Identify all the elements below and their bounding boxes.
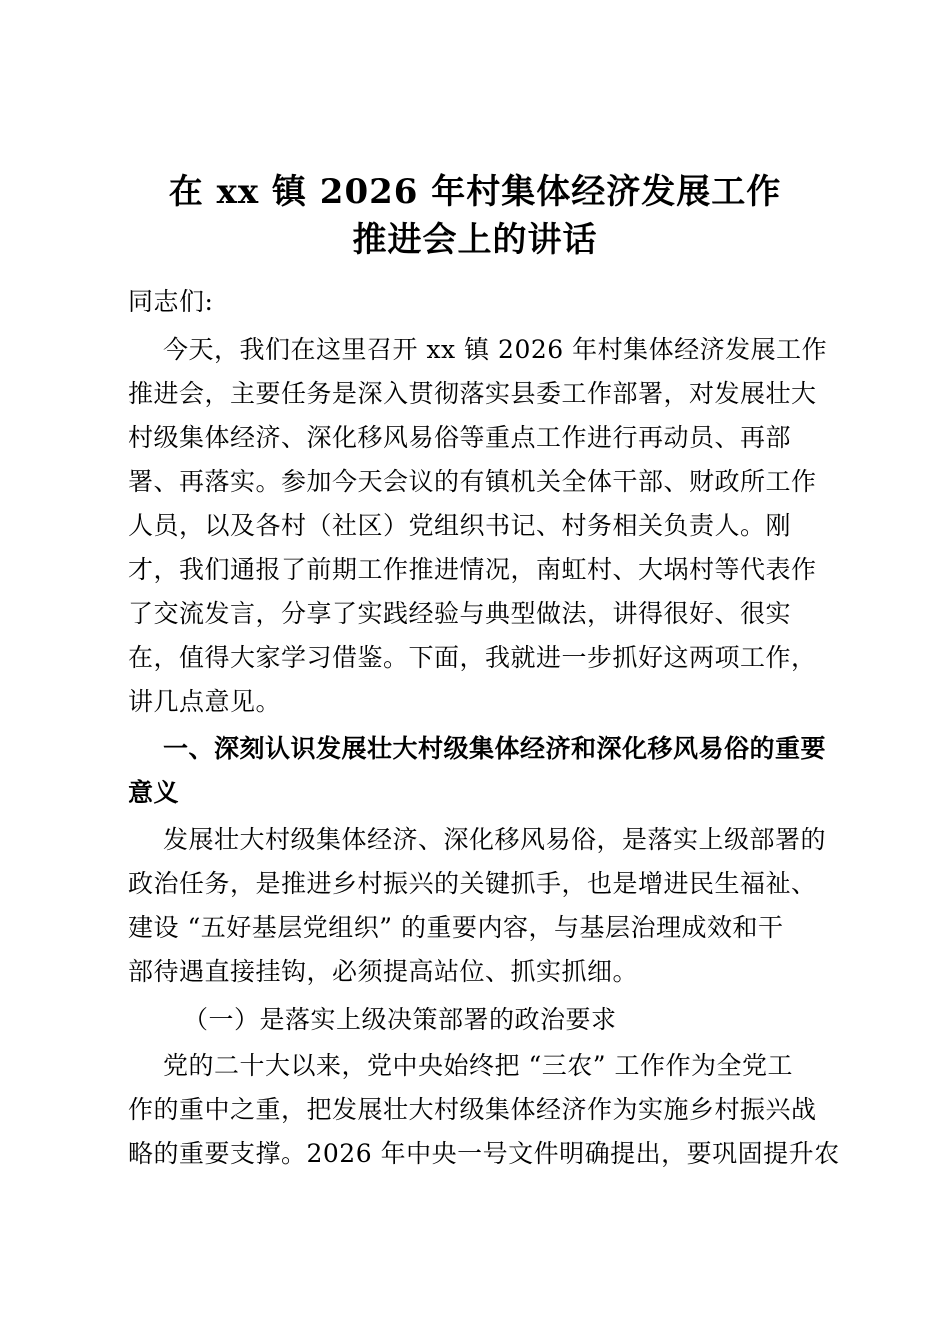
paragraph-line: 今天，我们在这里召开 xx 镇 2026 年村集体经济发展工作	[163, 335, 828, 364]
paragraph-line: 党的二十大以来，党中央始终把 “三农” 工作作为全党工	[163, 1051, 793, 1080]
paragraph-line: 村级集体经济、深化移风易俗等重点工作进行再动员、再部	[128, 423, 792, 452]
paragraph-line: 政治任务，是推进乡村振兴的关键抓手，也是增进民生福祉、	[128, 869, 817, 898]
paragraph-line: 部待遇直接挂钩，必须提高站位、抓实抓细。	[128, 957, 639, 986]
paragraph-line: 才，我们通报了前期工作推进情况，南虹村、大埚村等代表作	[128, 555, 817, 584]
paragraph-line: 署、再落实。参加今天会议的有镇机关全体干部、财政所工作	[128, 467, 817, 496]
paragraph-line: 建设 “五好基层党组织” 的重要内容，与基层治理成效和干	[128, 913, 784, 942]
subsection-heading: （一）是落实上级决策部署的政治要求	[183, 1005, 617, 1034]
section-heading-line: 意义	[128, 778, 180, 807]
section-heading-line: 一、深刻认识发展壮大村级集体经济和深化移风易俗的重要	[163, 734, 827, 763]
paragraph-line: 略的重要支撑。2026 年中央一号文件明确提出，要巩固提升农	[128, 1139, 840, 1168]
paragraph-line: 了交流发言，分享了实践经验与典型做法，讲得很好、很实	[128, 599, 792, 628]
paragraph-line: 发展壮大村级集体经济、深化移风易俗，是落实上级部署的	[163, 825, 827, 854]
paragraph-line: 推进会，主要任务是深入贯彻落实县委工作部署，对发展壮大	[128, 379, 817, 408]
paragraph-line: 在，值得大家学习借鉴。下面，我就进一步抓好这两项工作，	[128, 643, 817, 672]
paragraph-line: 讲几点意见。	[128, 687, 282, 716]
paragraph-line: 人员，以及各村（社区）党组织书记、村务相关负责人。刚	[128, 511, 792, 540]
salutation: 同志们:	[128, 287, 214, 316]
paragraph-line: 作的重中之重，把发展壮大村级集体经济作为实施乡村振兴战	[128, 1095, 817, 1124]
title-line-1: 在 xx 镇 2026 年村集体经济发展工作	[168, 172, 782, 212]
title-line-2: 推进会上的讲话	[352, 220, 598, 260]
